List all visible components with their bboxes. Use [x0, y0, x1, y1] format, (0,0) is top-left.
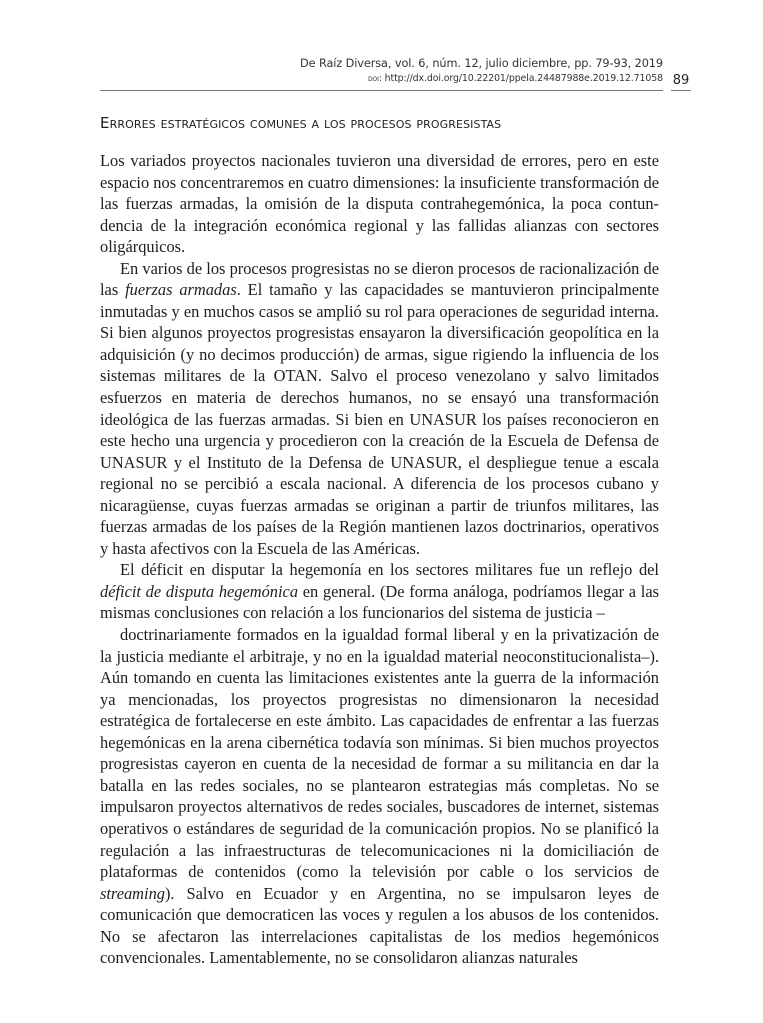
- journal-citation: De Raíz Diversa, vol. 6, núm. 12, julio diciembre, pp. 79-93, 2019: [300, 57, 663, 70]
- text-segment: En varios de los procesos progresistas no se dieron procesos de racionalización de las: [100, 258, 659, 300]
- doi-label: doi:: [368, 74, 382, 84]
- text-segment: Los variados proyectos nacionales tuvieron una diversidad de errores, pero en este espacio nos concentraremos en cuatro dimensiones: la insuficiente transformación de las fuerzas armadas, la omisión de la disputa contrahegemónica, la poca contundencia de la integración económica regional y las fallidas alianzas con sectores oligárquicos.: [100, 151, 659, 257]
- paragraph: [100, 559, 659, 624]
- doi-line: [100, 72, 663, 86]
- section-title: Errores estratégicos comunes a los procesos progresistas: [100, 114, 502, 132]
- text-segment: El déficit en disputar la hegemonía en los sectores militares fue un reflejo del: [120, 560, 659, 580]
- text-segment: . El tamaño y las capacidades se mantuvieron principalmente inmutadas y en muchos casos se amplió su rol para operaciones de seguridad interna. Si bien algunos proyectos progresistas ensayaron la diversificación geopolítica en la adquisición (y no decimos producción) de armas, sigue rigiendo la influencia de los sistemas militares de la OTAN. Salvo el proceso venezolano y salvo limitados esfuerzos en materia de derechos humanos, no se ensayó una transformación ideológica de las fuerzas armadas. Si bien en UNASUR los países reconocieron en este hecho una urgencia y procedieron con la creación de la Escuela de Defensa de UNASUR y el Instituto de la Defensa de UNASUR, el despliegue tenue a escala regional no se percibió a escala nacional. A diferencia de los procesos cubano y nicaragüense, cuyas fuerzas armadas se originan a partir de triunfos militares, las fuerzas armadas de los países de la Región mantienen lazos doctrinarios, operativos y hasta afectivos con la Escuela de las Américas.: [100, 280, 659, 558]
- body-text: [100, 150, 659, 969]
- text-segment: doctrinariamente formados en la igualdad formal liberal y en la privatización de la justicia mediante el arbitraje, y no en la igualdad material neoconstitucionalista–). Aún tomando en cuenta las limitaciones existentes ante la guerra de la información ya mencionadas, los proyectos progresistas no dimensionaron la necesidad estratégica de fortalecerse en este ámbito. Las capacidades de enfrentar a las fuerzas hegemónicas en la arena cibernética todavía son mínimas. Si bien muchos proyectos progresistas cayeron en cuenta de la necesidad de formar a su militancia en dar la batalla en las redes sociales, no se plantearon estrategias más completas. No se impulsaron proyectos alternativos de redes sociales, buscadores de internet, sistemas operativos o estándares de seguridad de la comunicación propios. No se planificó la regulación a las infraestructuras de telecomunicaciones ni la domiciliación de plataformas de contenidos (como la televisión por cable o los servicios de: [100, 625, 659, 882]
- text-segment: en general. (De forma análoga, podríamos llegar a las mismas conclusiones con relación a los funcionarios del sistema de justicia –: [100, 581, 659, 623]
- text-segment: ). Salvo en Ecuador y en Argentina, no se impulsaron leyes de comunicación que democraticen las voces y regulen a los abusos de los contenidos. No se afectaron las interrelaciones capitalistas de los medios hegemónicos convencionales. Lamentablemente, no se consolidaron alianzas naturales: [100, 883, 659, 968]
- doi-link[interactable]: http://dx.doi.org/10.22201/ppela.24487988e.2019.12.71058: [384, 73, 663, 84]
- paragraph: [100, 624, 659, 969]
- italic-term: déficit de disputa hegemónica: [100, 581, 299, 601]
- header-rule: [100, 90, 663, 91]
- paragraph: [100, 150, 659, 258]
- italic-term: streaming: [100, 883, 165, 903]
- page-number: 89: [671, 73, 691, 91]
- running-head: [100, 56, 663, 86]
- italic-term: fuerzas armadas: [125, 280, 237, 300]
- paragraph: [100, 258, 659, 560]
